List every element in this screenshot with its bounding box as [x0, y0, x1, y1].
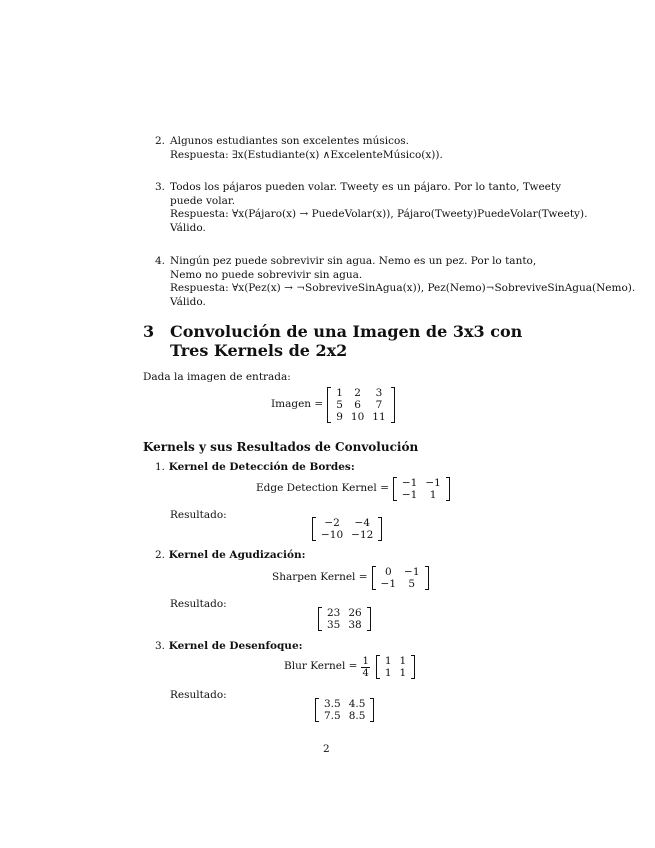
fraction-numerator: 1: [362, 655, 369, 667]
matrix-cell: 11: [372, 411, 386, 423]
kernel-title: Kernel de Detección de Bordes:: [168, 461, 355, 473]
kernel-label: Blur Kernel =: [284, 660, 358, 673]
matrix-cell: 1: [384, 667, 392, 679]
matrix-cell: 4.5: [348, 698, 366, 710]
kernel-label: Sharpen Kernel =: [272, 571, 368, 584]
matrix-cell: −1: [401, 477, 418, 489]
kernel-title: Kernel de Agudización:: [168, 549, 306, 561]
list-item-answer: Respuesta: ∀x(Pez(x) → ¬SobreviveSinAgua(x)), Pez(Nemo)¬SobreviveSinAgua(Nemo).: [170, 282, 636, 294]
matrix-cell: −1: [380, 578, 397, 590]
matrix-cell: 1: [336, 387, 343, 399]
section-number: 3: [143, 322, 155, 341]
kernel-equation: [256, 477, 450, 501]
matrix-cell: 8.5: [348, 710, 366, 722]
list-item-text: puede volar.: [170, 194, 236, 207]
kernel-matrix: [376, 655, 415, 679]
list-item-text: Nemo no puede sobrevivir sin agua.: [170, 268, 363, 281]
matrix-cell: 38: [348, 619, 362, 631]
page-number: 2: [323, 743, 330, 755]
list-item-verdict: Válido.: [170, 295, 206, 308]
matrix-cell: 6: [354, 399, 361, 411]
list-item-verdict: Válido.: [170, 221, 206, 234]
matrix-cell: 7: [375, 399, 383, 411]
list-item-text: Ningún pez puede sobrevivir sin agua. Nemo es un pez. Por lo tanto,: [170, 255, 537, 267]
kernel-heading: [155, 549, 306, 563]
matrix-cell: 5: [336, 399, 343, 411]
matrix-cell: 3: [375, 387, 383, 399]
kernel-title: Kernel de Desenfoque:: [168, 640, 303, 652]
matrix-cell: 1: [399, 655, 407, 667]
subsection-heading: Kernels y sus Resultados de Convolución: [143, 440, 419, 454]
matrix-cell: −1: [425, 477, 441, 489]
list-item-text: Todos los pájaros pueden volar. Tweety es un pájaro. Por lo tanto, Tweety: [170, 181, 562, 193]
image-equation: [271, 387, 395, 423]
matrix-cell: 9: [336, 411, 343, 423]
result-matrix-wrap: [312, 517, 382, 541]
matrix-cell: −1: [401, 489, 418, 501]
matrix-cell: −4: [354, 517, 370, 529]
matrix-cell: 1: [429, 489, 437, 501]
image-matrix: [327, 387, 394, 423]
matrix-cell: −12: [351, 529, 374, 541]
list-item-number: 3.: [155, 181, 166, 193]
list-item-answer: Respuesta: ∀x(Pájaro(x) → PuedeVolar(x)), Pájaro(Tweety)PuedeVolar(Tweety).: [170, 208, 588, 220]
matrix-cell: 26: [348, 607, 362, 619]
kernel-matrix: [393, 477, 450, 501]
result-matrix: [315, 698, 374, 722]
kernel-equation: [272, 566, 429, 590]
result-label: Resultado:: [170, 509, 227, 521]
result-label: Resultado:: [170, 689, 227, 701]
kernel-number: 1.: [155, 461, 166, 473]
result-matrix-wrap: [318, 607, 371, 631]
section-title: Convolución de una Imagen de 3x3 con Tres Kernels de 2x2: [170, 322, 523, 360]
result-matrix-wrap: [315, 698, 374, 722]
list-item-number: 2.: [155, 135, 166, 147]
list-item-text: Algunos estudiantes son excelentes músicos.: [170, 135, 410, 147]
matrix-cell: 35: [327, 619, 341, 631]
matrix-cell: 10: [350, 411, 365, 423]
matrix-cell: 1: [399, 667, 407, 679]
result-matrix: [312, 517, 382, 541]
kernel-heading: [155, 640, 303, 654]
fraction-denominator: 4: [362, 667, 369, 679]
matrix-cell: 3.5: [324, 698, 341, 710]
matrix-cell: −1: [404, 566, 420, 578]
kernel-number: 3.: [155, 640, 166, 652]
kernel-fraction: [361, 656, 369, 679]
result-matrix: [318, 607, 371, 631]
intro-text: Dada la imagen de entrada:: [143, 371, 291, 383]
matrix-cell: −10: [321, 529, 344, 541]
list-item-answer: Respuesta: ∃x(Estudiante(x) ∧ExcelenteMúsico(x)).: [170, 148, 443, 161]
matrix-cell: 7.5: [324, 710, 341, 722]
matrix-cell: 5: [408, 578, 416, 590]
kernel-equation: [284, 655, 415, 679]
kernel-label: Edge Detection Kernel =: [256, 482, 389, 495]
matrix-cell: −2: [324, 517, 340, 529]
result-label: Resultado:: [170, 598, 227, 610]
matrix-cell: 1: [384, 655, 392, 667]
kernel-matrix: [372, 566, 429, 590]
matrix-cell: 2: [354, 387, 361, 399]
kernel-number: 2.: [155, 549, 166, 561]
list-item-number: 4.: [155, 255, 166, 267]
matrix-cell: 23: [327, 607, 341, 619]
matrix-cell: 0: [384, 566, 392, 578]
image-matrix-label: Imagen =: [271, 398, 324, 411]
kernel-heading: [155, 461, 355, 475]
